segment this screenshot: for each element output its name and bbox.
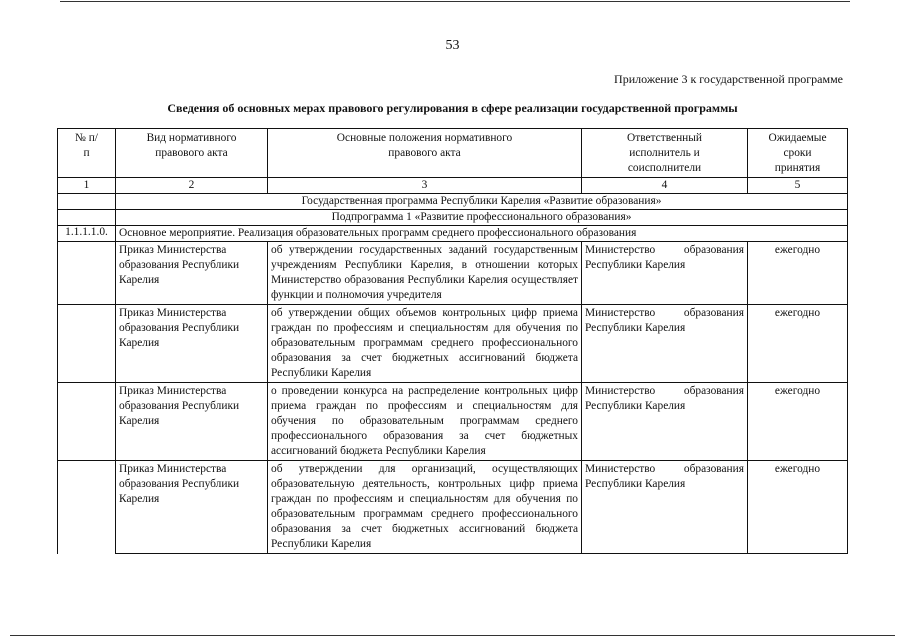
provisions: о проведении конкурса на распределение контрольных цифр приема граждан по профессиям и специальностям для обучения по образовательным программам среднего профессионального образования за счет бюджетных ассигнований бюджета Республики Карелия xyxy=(268,383,582,461)
scan-line-top xyxy=(60,1,850,2)
empty-cell xyxy=(58,210,116,226)
table-row xyxy=(58,305,848,383)
table-row xyxy=(58,461,848,554)
legal-measures-table xyxy=(57,128,848,554)
empty-cell xyxy=(58,242,116,305)
provisions: об утверждении общих объемов контрольных цифр приема граждан по профессиям и специальностям для обучения по образовательным программам среднего профессионального образования за счет бюджетных ассигнований бюджета Республики Карелия xyxy=(268,305,582,383)
column-number: 2 xyxy=(116,178,268,194)
appendix-caption: Приложение 3 к государственной программе xyxy=(614,72,843,86)
term: ежегодно xyxy=(748,383,848,461)
act-type: Приказ Министерства образования Республики Карелия xyxy=(116,305,268,383)
empty-cell xyxy=(58,194,116,210)
column-number: 5 xyxy=(748,178,848,194)
program-title: Государственная программа Республики Карелия «Развитие образования» xyxy=(116,194,848,210)
subprogram-title: Подпрограмма 1 «Развитие профессионального образования» xyxy=(116,210,848,226)
page-number: 53 xyxy=(445,38,460,53)
executor: Министерство образования Республики Карелия xyxy=(582,242,748,305)
header-provisions: Основные положения нормативного правового акта xyxy=(268,129,582,178)
act-type: Приказ Министерства образования Республики Карелия xyxy=(116,383,268,461)
header-act-type: Вид нормативного правового акта xyxy=(116,129,268,178)
table-row xyxy=(58,383,848,461)
header-row xyxy=(58,129,848,178)
column-number-row xyxy=(58,178,848,194)
act-type: Приказ Министерства образования Республики Карелия xyxy=(116,242,268,305)
column-number: 4 xyxy=(582,178,748,194)
empty-cell xyxy=(58,383,116,461)
executor: Министерство образования Республики Карелия xyxy=(582,461,748,554)
executor: Министерство образования Республики Карелия xyxy=(582,305,748,383)
column-number: 1 xyxy=(58,178,116,194)
header-executor: Ответственный исполнитель и соисполнители xyxy=(582,129,748,178)
document-title: Сведения об основных мерах правового регулирования в сфере реализации государственной программы xyxy=(167,101,738,115)
term: ежегодно xyxy=(748,305,848,383)
executor: Министерство образования Республики Карелия xyxy=(582,383,748,461)
provisions: об утверждении государственных заданий государственным учреждениям Республики Карелия, в отношении которых Министерство образования Республики Карелия осуществляет функции и полномочия учредителя xyxy=(268,242,582,305)
provisions: об утверждении для организаций, осуществляющих образовательную деятельность, контрольных цифр приема граждан по профессиям и специальностям для обучения по образовательным программам среднего профессионального образования за счет бюджетных ассигнований бюджета Республики Карелия xyxy=(268,461,582,554)
header-term: Ожидаемые сроки принятия xyxy=(748,129,848,178)
empty-cell xyxy=(58,461,116,554)
event-number: 1.1.1.1.0. xyxy=(58,226,116,242)
term: ежегодно xyxy=(748,461,848,554)
subprogram-row xyxy=(58,210,848,226)
column-number: 3 xyxy=(268,178,582,194)
empty-cell xyxy=(58,305,116,383)
table-row xyxy=(58,242,848,305)
act-type: Приказ Министерства образования Республики Карелия xyxy=(116,461,268,554)
event-row xyxy=(58,226,848,242)
event-text: Основное мероприятие. Реализация образовательных программ среднего профессионального образования xyxy=(116,226,848,242)
header-number: № п/п xyxy=(58,129,116,178)
program-row xyxy=(58,194,848,210)
term: ежегодно xyxy=(748,242,848,305)
scan-line-bottom xyxy=(10,635,895,636)
